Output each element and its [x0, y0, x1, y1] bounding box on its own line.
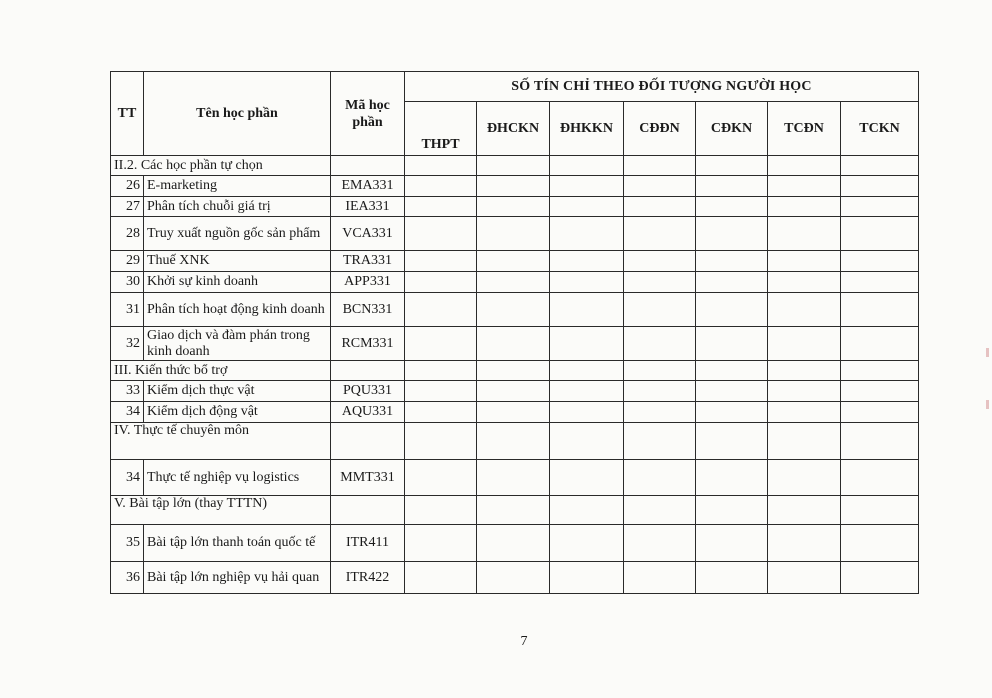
- section-row: [111, 156, 919, 176]
- credit-cell: [768, 176, 841, 197]
- credit-cell: [696, 402, 768, 423]
- row-number: 30: [111, 272, 144, 293]
- row-number: 32: [111, 327, 144, 361]
- credit-cell: [624, 251, 696, 272]
- section-label: III. Kiến thức bổ trợ: [111, 361, 331, 381]
- credit-cell: [841, 293, 919, 327]
- empty-cell: [550, 361, 624, 381]
- credit-cell: [624, 381, 696, 402]
- credit-cell: [477, 402, 550, 423]
- course-code: EMA331: [331, 176, 405, 197]
- empty-cell: [768, 361, 841, 381]
- empty-cell: [550, 156, 624, 176]
- credit-cell: [477, 460, 550, 496]
- credit-cell: [550, 176, 624, 197]
- credit-cell: [624, 272, 696, 293]
- credit-cell: [477, 176, 550, 197]
- section-row: [111, 423, 919, 460]
- empty-cell: [405, 156, 477, 176]
- course-row: [111, 381, 919, 402]
- row-number: 28: [111, 217, 144, 251]
- row-number: 35: [111, 525, 144, 562]
- row-number: 34: [111, 402, 144, 423]
- credit-cell: [405, 381, 477, 402]
- credit-cell: [550, 402, 624, 423]
- credit-cell: [841, 525, 919, 562]
- page-number: 7: [520, 634, 528, 649]
- row-number: 36: [111, 562, 144, 594]
- credit-cell: [477, 217, 550, 251]
- course-row: [111, 197, 919, 217]
- credit-cell: [405, 251, 477, 272]
- empty-cell: [624, 361, 696, 381]
- empty-cell: [477, 496, 550, 525]
- curriculum-table: [110, 71, 919, 594]
- empty-cell: [550, 496, 624, 525]
- scan-mark: [986, 348, 989, 357]
- credit-cell: [550, 197, 624, 217]
- empty-cell: [841, 423, 919, 460]
- course-name: Phân tích hoạt động kinh doanh: [144, 293, 331, 327]
- course-name: Khởi sự kinh doanh: [144, 272, 331, 293]
- credit-cell: [550, 293, 624, 327]
- credit-cell: [550, 525, 624, 562]
- empty-cell: [624, 496, 696, 525]
- credit-cell: [696, 381, 768, 402]
- course-row: [111, 176, 919, 197]
- course-row: [111, 272, 919, 293]
- course-code: AQU331: [331, 402, 405, 423]
- course-row: [111, 251, 919, 272]
- credit-cell: [405, 460, 477, 496]
- section-row: [111, 496, 919, 525]
- header-col-cddn: CĐĐN: [624, 102, 696, 156]
- section-row: [111, 361, 919, 381]
- empty-cell: [696, 423, 768, 460]
- credit-cell: [696, 525, 768, 562]
- course-name: Bài tập lớn nghiệp vụ hải quan: [144, 562, 331, 594]
- credit-cell: [624, 562, 696, 594]
- header-credit-group: SỐ TÍN CHỈ THEO ĐỐI TƯỢNG NGƯỜI HỌC: [405, 72, 919, 102]
- course-code: ITR411: [331, 525, 405, 562]
- credit-cell: [768, 272, 841, 293]
- header-col-cdkn: CĐKN: [696, 102, 768, 156]
- empty-cell: [841, 361, 919, 381]
- empty-cell: [768, 156, 841, 176]
- credit-cell: [768, 251, 841, 272]
- course-code: TRA331: [331, 251, 405, 272]
- empty-cell: [624, 423, 696, 460]
- credit-cell: [550, 272, 624, 293]
- credit-cell: [696, 327, 768, 361]
- credit-cell: [477, 562, 550, 594]
- empty-cell: [696, 361, 768, 381]
- credit-cell: [841, 381, 919, 402]
- credit-cell: [768, 460, 841, 496]
- section-label: II.2. Các học phần tự chọn: [111, 156, 331, 176]
- section-label: V. Bài tập lớn (thay TTTN): [111, 496, 331, 525]
- row-number: 33: [111, 381, 144, 402]
- credit-cell: [477, 381, 550, 402]
- credit-cell: [624, 293, 696, 327]
- credit-cell: [477, 293, 550, 327]
- header-col-thpt: THPT: [405, 102, 477, 156]
- credit-cell: [768, 525, 841, 562]
- row-number: 34: [111, 460, 144, 496]
- credit-cell: [768, 293, 841, 327]
- credit-cell: [768, 402, 841, 423]
- course-row: [111, 402, 919, 423]
- credit-cell: [841, 251, 919, 272]
- course-row: [111, 525, 919, 562]
- credit-cell: [768, 327, 841, 361]
- credit-cell: [405, 525, 477, 562]
- course-name: Phân tích chuỗi giá trị: [144, 197, 331, 217]
- course-code: VCA331: [331, 217, 405, 251]
- credit-cell: [768, 562, 841, 594]
- header-col-tcdn: TCĐN: [768, 102, 841, 156]
- empty-cell: [841, 156, 919, 176]
- table-body: [111, 156, 919, 594]
- course-code: APP331: [331, 272, 405, 293]
- course-name: E-marketing: [144, 176, 331, 197]
- scan-mark: [986, 400, 989, 409]
- course-row: [111, 562, 919, 594]
- credit-cell: [405, 197, 477, 217]
- course-name: Thực tế nghiệp vụ logistics: [144, 460, 331, 496]
- course-name: Kiểm dịch thực vật: [144, 381, 331, 402]
- credit-cell: [696, 293, 768, 327]
- course-name: Truy xuất nguồn gốc sản phẩm: [144, 217, 331, 251]
- credit-cell: [477, 197, 550, 217]
- credit-cell: [477, 327, 550, 361]
- row-number: 31: [111, 293, 144, 327]
- credit-cell: [768, 381, 841, 402]
- header-col-tckn: TCKN: [841, 102, 919, 156]
- credit-cell: [405, 176, 477, 197]
- empty-cell: [477, 361, 550, 381]
- course-row: [111, 460, 919, 496]
- credit-cell: [841, 402, 919, 423]
- credit-cell: [405, 272, 477, 293]
- credit-cell: [550, 460, 624, 496]
- empty-cell: [405, 423, 477, 460]
- course-row: [111, 293, 919, 327]
- course-name: Kiểm dịch động vật: [144, 402, 331, 423]
- empty-cell: [405, 361, 477, 381]
- credit-cell: [696, 197, 768, 217]
- credit-cell: [405, 217, 477, 251]
- credit-cell: [841, 460, 919, 496]
- header-col-dhckn: ĐHCKN: [477, 102, 550, 156]
- credit-cell: [624, 217, 696, 251]
- credit-cell: [550, 251, 624, 272]
- empty-cell: [331, 361, 405, 381]
- empty-cell: [841, 496, 919, 525]
- course-name: Giao dịch và đàm phán trong kinh doanh: [144, 327, 331, 361]
- course-code: BCN331: [331, 293, 405, 327]
- credit-cell: [841, 327, 919, 361]
- credit-cell: [624, 176, 696, 197]
- header-col-dhkkn: ĐHKKN: [550, 102, 624, 156]
- course-name: Bài tập lớn thanh toán quốc tế: [144, 525, 331, 562]
- header-name: Tên học phần: [144, 72, 331, 156]
- empty-cell: [550, 423, 624, 460]
- course-code: MMT331: [331, 460, 405, 496]
- credit-cell: [768, 197, 841, 217]
- credit-cell: [550, 327, 624, 361]
- credit-cell: [477, 525, 550, 562]
- credit-cell: [841, 176, 919, 197]
- credit-cell: [696, 460, 768, 496]
- course-code: RCM331: [331, 327, 405, 361]
- empty-cell: [768, 496, 841, 525]
- credit-cell: [841, 562, 919, 594]
- empty-cell: [624, 156, 696, 176]
- empty-cell: [696, 496, 768, 525]
- row-number: 26: [111, 176, 144, 197]
- row-number: 29: [111, 251, 144, 272]
- empty-cell: [477, 423, 550, 460]
- course-code: IEA331: [331, 197, 405, 217]
- credit-cell: [624, 525, 696, 562]
- credit-cell: [477, 272, 550, 293]
- credit-cell: [841, 197, 919, 217]
- header-code: Mã học phần: [331, 72, 405, 156]
- credit-cell: [405, 327, 477, 361]
- credit-cell: [550, 381, 624, 402]
- table-header: [111, 72, 919, 156]
- empty-cell: [405, 496, 477, 525]
- section-label: IV. Thực tế chuyên môn: [111, 423, 331, 460]
- credit-cell: [841, 217, 919, 251]
- header-tt: TT: [111, 72, 144, 156]
- credit-cell: [841, 272, 919, 293]
- empty-cell: [696, 156, 768, 176]
- course-row: [111, 217, 919, 251]
- course-row: [111, 327, 919, 361]
- empty-cell: [331, 156, 405, 176]
- credit-cell: [405, 402, 477, 423]
- empty-cell: [477, 156, 550, 176]
- credit-cell: [405, 562, 477, 594]
- course-code: ITR422: [331, 562, 405, 594]
- credit-cell: [477, 251, 550, 272]
- credit-cell: [624, 402, 696, 423]
- credit-cell: [696, 217, 768, 251]
- credit-cell: [405, 293, 477, 327]
- credit-cell: [550, 562, 624, 594]
- credit-cell: [696, 176, 768, 197]
- row-number: 27: [111, 197, 144, 217]
- credit-cell: [624, 460, 696, 496]
- credit-cell: [696, 272, 768, 293]
- course-code: PQU331: [331, 381, 405, 402]
- empty-cell: [331, 496, 405, 525]
- empty-cell: [331, 423, 405, 460]
- empty-cell: [768, 423, 841, 460]
- credit-cell: [624, 327, 696, 361]
- credit-cell: [696, 562, 768, 594]
- credit-cell: [550, 217, 624, 251]
- course-name: Thuế XNK: [144, 251, 331, 272]
- credit-cell: [624, 197, 696, 217]
- credit-cell: [768, 217, 841, 251]
- credit-cell: [696, 251, 768, 272]
